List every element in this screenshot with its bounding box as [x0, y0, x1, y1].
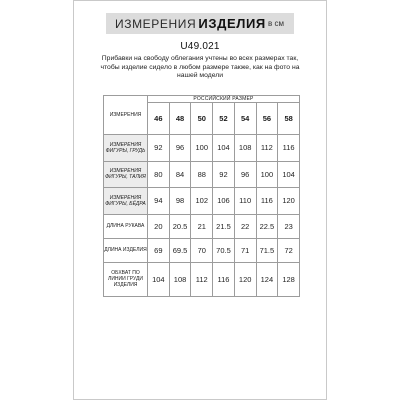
- measurement-cell: 70.5: [213, 238, 235, 262]
- measurement-cell: 110: [234, 188, 256, 215]
- header-measurements: ИЗМЕРЕНИЯ: [115, 16, 197, 31]
- size-header-cell: 56: [256, 103, 278, 135]
- measurement-cell: 72: [278, 238, 300, 262]
- row-label: ДЛИНА ИЗДЕЛИЯ: [104, 238, 148, 262]
- table-row: [104, 135, 300, 162]
- measurement-cell: 92: [213, 161, 235, 188]
- row-label: ОБХВАТ ПО ЛИНИИ ГРУДИ ИЗДЕЛИЯ: [104, 262, 148, 296]
- measurement-cell: 20: [148, 214, 170, 238]
- measurement-cell: 22.5: [256, 214, 278, 238]
- row-label: ИЗМЕРЕНИЯ ФИГУРЫ, БЁДРА: [104, 188, 148, 215]
- measurement-cell: 22: [234, 214, 256, 238]
- measurement-cell: 84: [169, 161, 191, 188]
- size-header-cell: 46: [148, 103, 170, 135]
- measurement-cell: 104: [278, 161, 300, 188]
- size-header-cell: 52: [213, 103, 235, 135]
- measurement-cell: 120: [278, 188, 300, 215]
- size-header-cell: 58: [278, 103, 300, 135]
- header-product: ИЗДЕЛИЯ: [198, 16, 266, 31]
- measurement-cell: 100: [191, 135, 213, 162]
- measurement-cell: 71: [234, 238, 256, 262]
- header-unit: в см: [268, 19, 284, 28]
- size-header-cell: 50: [191, 103, 213, 135]
- measurement-cell: 98: [169, 188, 191, 215]
- measurement-cell: 116: [278, 135, 300, 162]
- size-header-cell: 54: [234, 103, 256, 135]
- row-label: ИЗМЕРЕНИЯ ФИГУРЫ, ГРУДЬ: [104, 135, 148, 162]
- measurement-cell: 116: [256, 188, 278, 215]
- measurement-cell: 120: [234, 262, 256, 296]
- measurement-cell: 112: [256, 135, 278, 162]
- measurement-cell: 96: [169, 135, 191, 162]
- measurement-cell: 104: [148, 262, 170, 296]
- measurement-cell: 104: [213, 135, 235, 162]
- measurement-cell: 69: [148, 238, 170, 262]
- table-row: [104, 262, 300, 296]
- row-label: ИЗМЕРЕНИЯ ФИГУРЫ, ТАЛИЯ: [104, 161, 148, 188]
- russian-size-header: РОССИЙСКИЙ РАЗМЕР: [148, 96, 300, 103]
- measurement-cell: 20.5: [169, 214, 191, 238]
- row-label: ДЛИНА РУКАВА: [104, 214, 148, 238]
- table-row: [104, 238, 300, 262]
- measurement-cell: 116: [213, 262, 235, 296]
- measurement-cell: 106: [213, 188, 235, 215]
- size-table: [103, 95, 300, 297]
- measurement-cell: 70: [191, 238, 213, 262]
- measurement-cell: 92: [148, 135, 170, 162]
- measurement-cell: 102: [191, 188, 213, 215]
- measurement-cell: 108: [169, 262, 191, 296]
- measurement-cell: 69.5: [169, 238, 191, 262]
- chart-header: [106, 13, 294, 34]
- table-row: [104, 161, 300, 188]
- measurement-cell: 124: [256, 262, 278, 296]
- size-header-cell: 48: [169, 103, 191, 135]
- measurement-cell: 94: [148, 188, 170, 215]
- measurement-cell: 100: [256, 161, 278, 188]
- measurement-cell: 96: [234, 161, 256, 188]
- measurement-cell: 108: [234, 135, 256, 162]
- table-row: [104, 214, 300, 238]
- measurement-cell: 112: [191, 262, 213, 296]
- measurement-cell: 88: [191, 161, 213, 188]
- fit-note: Прибавки на свободу облегания учтены во всех размерах так, чтобы изделие сидело в любом размере также, как на фото на нашей модели: [100, 55, 300, 79]
- measurement-cell: 71.5: [256, 238, 278, 262]
- measurement-cell: 21: [191, 214, 213, 238]
- measurement-cell: 21.5: [213, 214, 235, 238]
- table-row: [104, 188, 300, 215]
- measurement-cell: 80: [148, 161, 170, 188]
- article-number: U49.021: [180, 41, 220, 52]
- corner-label: ИЗМЕРЕНИЯ: [104, 96, 148, 135]
- measurement-cell: 128: [278, 262, 300, 296]
- measurement-cell: 23: [278, 214, 300, 238]
